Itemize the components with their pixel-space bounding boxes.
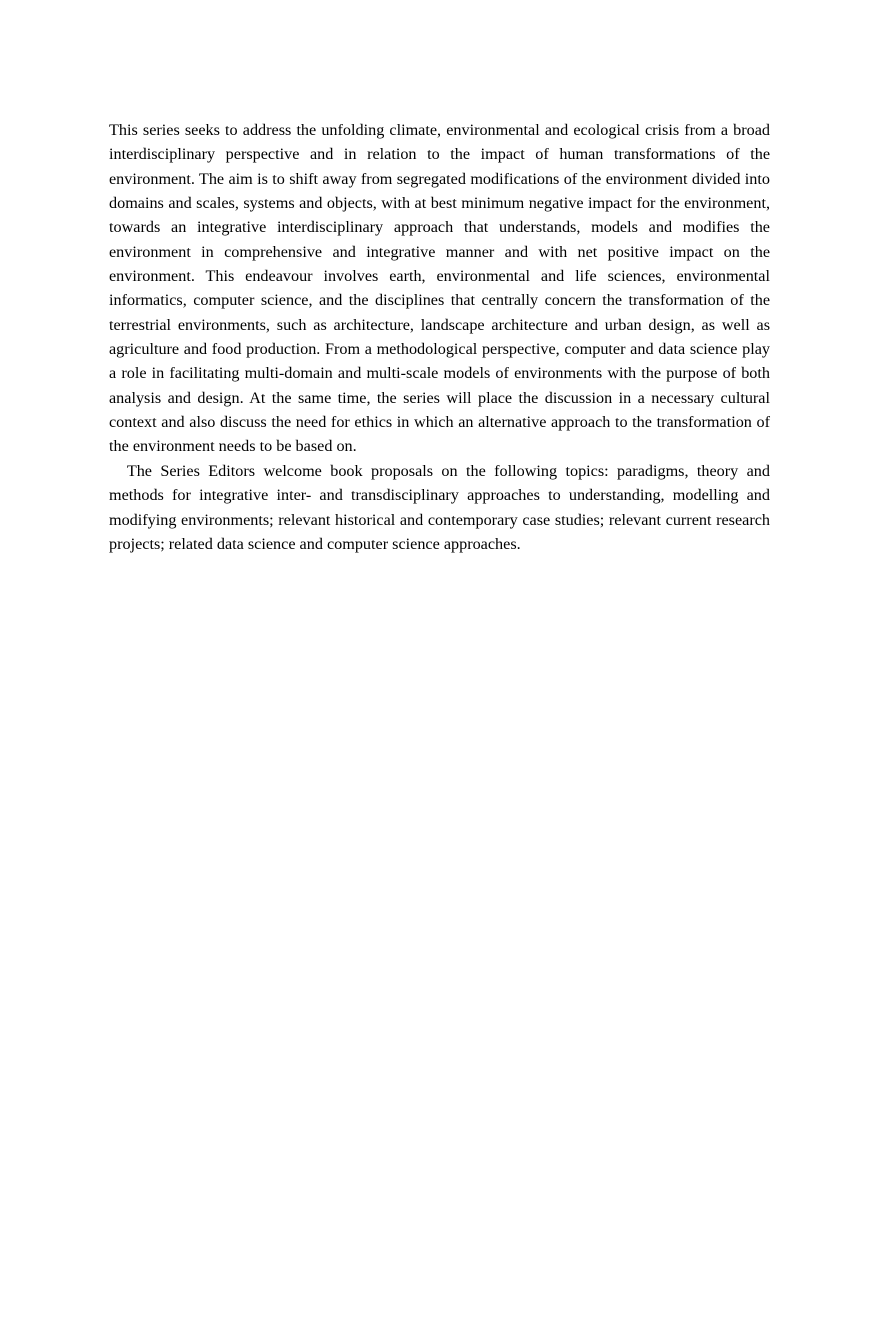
paragraph-proposal-topics: The Series Editors welcome book proposals on the following topics: paradigms, theory and methods for integrative inter- and transdisciplinary approaches to understanding, modelling and modifying environments; relevant historical and contemporary case studies; relevant current research projects; related data science and computer science approaches.: [109, 461, 770, 553]
series-description-text: [109, 118, 770, 556]
paragraph-series-scope: This series seeks to address the unfolding climate, environmental and ecological crisis from a broad interdisciplinary perspective and in relation to the impact of human transformations of the environment. The aim is to shift away from segregated modifications of the environment divided into domains and scales, systems and objects, with at best minimum negative impact for the environment, towards an integrative interdisciplinary approach that understands, models and modifies the environment in comprehensive and integrative manner and with net positive impact on the environment. This endeavour involves earth, environmental and life sciences, environmental informatics, computer science, and the disciplines that centrally concern the transformation of the terrestrial environments, such as architecture, landscape architecture and urban design, as well as agriculture and food production. From a methodological perspective, computer and data science play a role in facilitating multi-domain and multi-scale models of environments with the purpose of both analysis and design. At the same time, the series will place the discussion in a necessary cultural context and also discuss the need for ethics in which an alternative approach to the transformation of the environment needs to be based on.: [109, 121, 770, 456]
